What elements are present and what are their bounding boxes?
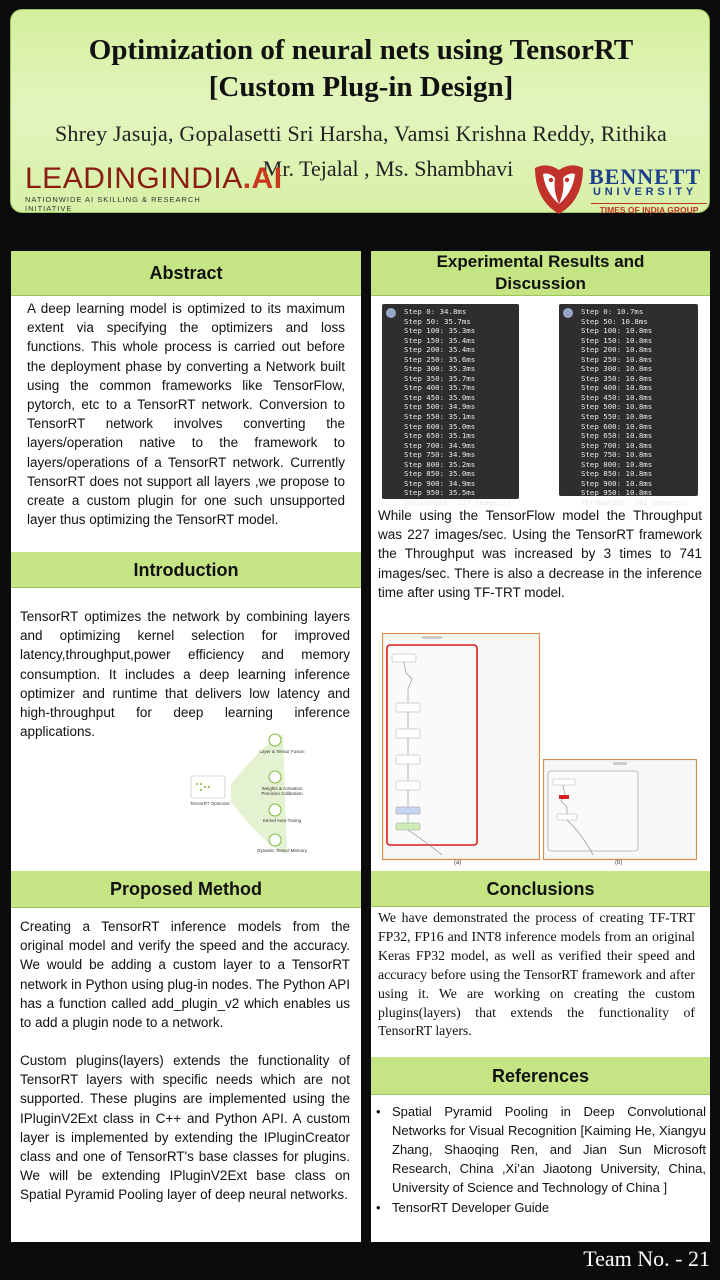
- title-line-1: Optimization of neural nets using TensorRT: [88, 34, 634, 66]
- conclusions-text: We have demonstrated the process of creating TF-TRT FP32, FP16 and INT8 inference models from an original Keras FP32 model, as well as verified their speed and accuracy before using the TensorRT framework and after using it. We are working on creating the custom plugins(layers) that extends the functionality of TensorRT layers.: [378, 910, 695, 1039]
- leadingindia-ai-mark: .AI: [242, 162, 283, 195]
- proposed-method-text-1: Creating a TensorRT inference models from the original model and verify the speed and the accuracy. We would be adding a custom layer to a TensorRT network in Python using plug-in nodes. The Python API has a function called add_plugin_v2 which enables us to add a plugin node to a network.: [20, 919, 350, 1031]
- conclusions-panel: [371, 871, 710, 1057]
- terminal-tensorrt: [559, 304, 698, 507]
- proposed-method-text-2: Custom plugins(layers) extends the functionality of TensorRT layers with specific needs which are not supported. These plugins are implemented using the IPluginV2Ext class in C++ and Python API. A custom layer is implemented by extending the IPluginCreator class and one of TensorRT's base classes for plugins. We will be extending IPluginV2Ext base class on Spatial Pyramid Pooling layer of deep neural networks.: [20, 1053, 350, 1203]
- bennett-university-logo: [531, 160, 709, 220]
- tensorrt-optimizer-diagram: [187, 732, 351, 856]
- graph-b-label: (b): [615, 860, 623, 866]
- terminal-tensorflow-output: Step 0: 34.8ms Step 50: 35.7ms Step 100: 35.3ms Step 150: 35.4ms Step 200: 35.4ms Step 250: 35.6ms Step 300: 35.3ms Step 350: 35.7ms Step 400: 35.7ms Step 450: 35.0ms Step 500: 34.9ms Step 550: 35.1ms Step 600: 35.0ms Step 650: 35.1ms Step 700: 34.9ms Step 750: 34.9ms Step 800: 35.2ms Step 850: 35.0ms Step 900: 34.9ms Step 950: 35.5ms Throughput: 227 images/s: [404, 307, 511, 507]
- optimizer-item-1: Layer & Tensor Fusion: [259, 749, 305, 754]
- proposed-method-panel: [11, 869, 361, 1242]
- leadingindia-logo: [25, 162, 283, 213]
- proposed-method-heading: Proposed Method: [11, 871, 361, 908]
- graph-b: [543, 759, 697, 869]
- terminal-user-icon: [386, 308, 396, 318]
- introduction-panel: [11, 552, 361, 869]
- reference-item: • TensorRT Developer Guide: [392, 1198, 706, 1217]
- authors-line-2: Mr. Tejalal , Ms. Shambhavi: [262, 156, 514, 181]
- abstract-panel: [11, 251, 361, 552]
- optimizer-center-label: TensorRT Optimizer: [190, 801, 230, 806]
- poster-header: [10, 9, 710, 213]
- graph-a-label: (a): [454, 860, 462, 866]
- results-text: While using the TensorFlow model the Throughput was 227 images/sec. Using the TensorRT framework the Throughput was increased by 3 times to 741 images/sec. There is also a decrease in the inference time after using TF-TRT model.: [378, 508, 702, 600]
- optimizer-item-4: Dynamic Tensor Memory: [257, 848, 307, 853]
- introduction-heading: Introduction: [11, 552, 361, 588]
- team-number: Team No. - 21: [583, 1246, 710, 1271]
- graph-b-diagram: [543, 759, 697, 869]
- leadingindia-wordmark: LEADINGINDIA: [25, 162, 243, 195]
- references-heading: References: [371, 1057, 710, 1095]
- references-list: [392, 1102, 706, 1219]
- poster-title: [11, 32, 711, 106]
- bennett-university-label: UNIVERSITY: [593, 186, 698, 198]
- terminal-tensorrt-output: Step 0: 10.7ms Step 50: 10.8ms Step 100: 10.8ms Step 150: 10.8ms Step 200: 10.8ms Step 250: 10.8ms Step 300: 10.8ms Step 350: 10.8ms Step 400: 10.8ms Step 450: 10.8ms Step 500: 10.8ms Step 550: 10.8ms Step 600: 10.8ms Step 650: 10.8ms Step 700: 10.8ms Step 750: 10.8ms Step 800: 10.8ms Step 850: 10.8ms Step 900: 10.8ms Step 950: 10.8ms Throughput: 741 images/s: [581, 307, 688, 507]
- terminal-tensorflow: [382, 304, 519, 507]
- conclusions-heading: Conclusions: [371, 871, 710, 907]
- title-line-2: [Custom Plug-in Design]: [208, 71, 514, 103]
- results-panel: [371, 251, 710, 871]
- graph-a-diagram: [382, 633, 540, 869]
- terminal-user-icon: [563, 308, 573, 318]
- authors-line-1: Shrey Jasuja, Gopalasetti Sri Harsha, Vamsi Krishna Reddy, Rithika: [54, 121, 667, 146]
- abstract-text: A deep learning model is optimized to its maximum extent via specifying the optimizers and loss functions. This whole process is carried out before the deployment phase by converting a Network built using the common frameworks like TensorFlow, pytorch, etc to a TensorRT network. Conversion to TensorRT network involves converting the layers/operation native to the framework to layers/operations of a TensorRT network. Currently TensorRT does not support all layers ,we propose to create a custom plugin for one such unsupported layer thus optimizing the TensorRT model.: [27, 301, 345, 528]
- abstract-heading: Abstract: [11, 251, 361, 296]
- optimizer-item-3: Kernel Auto-Tuning: [262, 818, 302, 823]
- leadingindia-tagline: NATIONWIDE AI SKILLING & RESEARCH INITIATIVE: [25, 195, 201, 213]
- introduction-text: TensorRT optimizes the network by combining layers and optimizing kernel selection for improved latency,throughput,power efficiency and memory consumption. It includes a deep learning inference optimizer and runtime that delivers low latency and high-throughput for deep learning inference applications.: [20, 609, 350, 740]
- bennett-name: BENNETT: [589, 164, 702, 189]
- reference-item: • Spatial Pyramid Pooling in Deep Convolutional Networks for Visual Recognition [Kaiming He, Xiangyu Zhang, Shaoqing Ren, and Jian Sun Microsoft Research, China ,Xi’an Jiaotong University, China, University of Science and Technology of China ]: [392, 1102, 706, 1197]
- bennett-crest-icon: [531, 160, 587, 218]
- optimizer-item-2: Weights & Activation Precision Calibration: [261, 786, 303, 796]
- graph-a: [382, 633, 540, 869]
- times-of-india-group-label: TIMES OF INDIA GROUP: [591, 203, 707, 215]
- results-heading: Experimental Results and Discussion: [371, 251, 710, 296]
